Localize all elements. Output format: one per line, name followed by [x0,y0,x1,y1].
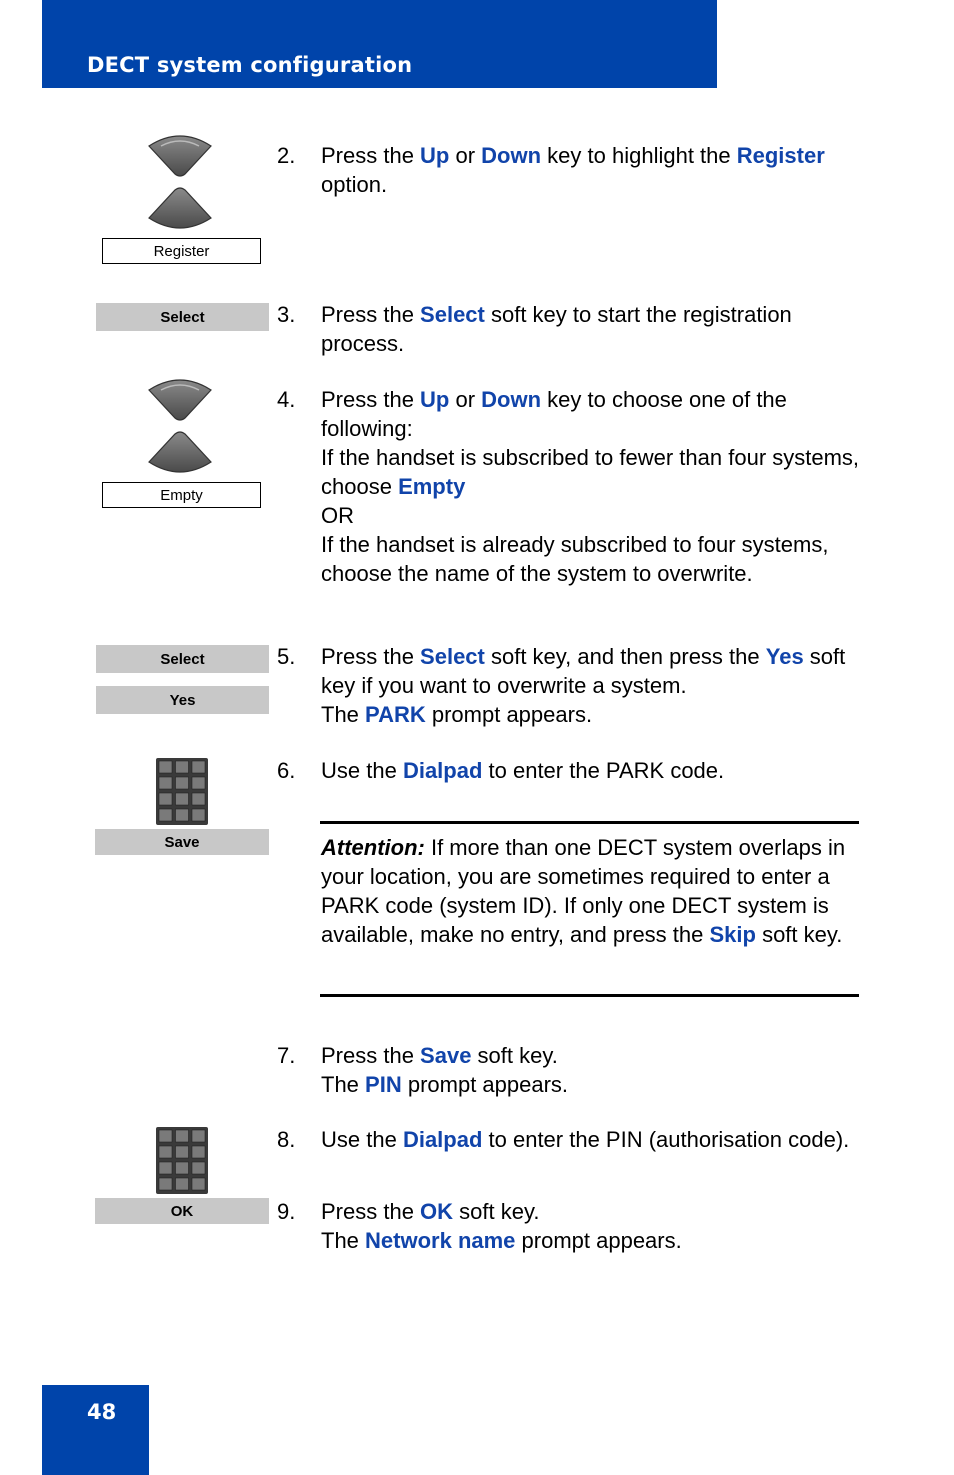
keyword-up: Up [420,387,450,412]
attention-bottom-rule [320,994,859,997]
step-number: 4. [277,387,296,412]
keyword-register: Register [736,143,825,168]
page-number-box [42,1385,149,1475]
keyword-select: Select [420,644,485,669]
screen-option-empty: Empty [102,482,261,508]
keyword-dialpad: Dialpad [402,1127,483,1152]
step-alt-text: If the handset is already subscribed to four systems, choose the name of the system to overwrite. [321,532,829,586]
attention-note: Attention: If more than one DECT system overlaps in your location, you are sometimes required to enter a PARK code (system ID). If only one DECT system is available, make no entry, and press the Skip soft key. [321,835,846,947]
softkey-select: Select [96,303,269,331]
keyword-skip: Skip [709,922,756,947]
step-number: 9. [277,1199,296,1224]
dialpad-icon [156,1127,208,1194]
keyword-select: Select [420,302,485,327]
step-number: 6. [277,758,296,783]
step-text: Press the Select soft key to start the registration process. [321,302,792,356]
page-number: 48 [87,1400,117,1424]
step-number: 3. [277,302,296,327]
step-number: 7. [277,1043,296,1068]
step-text: Use the Dialpad to enter the PARK code. [321,758,725,783]
step-number: 8. [277,1127,296,1152]
up-down-navigation-key-icon [145,132,215,232]
step-text: Press the Up or Down key to highlight the Register option. [321,143,825,197]
keyword-down: Down [481,143,542,168]
softkey-yes: Yes [96,686,269,714]
keyword-yes: Yes [765,644,804,669]
page-header-title: DECT system configuration [87,53,413,77]
up-down-navigation-key-icon [145,376,215,476]
attention-label: Attention: [321,835,425,860]
header-bar [42,0,717,88]
attention-top-rule [320,821,859,824]
keyword-save: Save [420,1043,472,1068]
step-text: Press the Select soft key, and then press the Yes soft key if you want to overwrite a system. The PARK prompt appears. [321,644,846,727]
keyword-ok: OK [420,1199,454,1224]
screen-option-register: Register [102,238,261,264]
keyword-empty: Empty [398,474,466,499]
keyword-park: PARK [365,702,426,727]
keyword-pin: PIN [365,1072,402,1097]
or-separator: OR [321,503,354,528]
step-text: Use the Dialpad to enter the PIN (authorisation code). [321,1127,850,1152]
step-text: Press the OK soft key. The Network name prompt appears. [321,1199,682,1253]
step-number: 5. [277,644,296,669]
softkey-select: Select [96,645,269,673]
dialpad-icon [156,758,208,825]
keyword-dialpad: Dialpad [402,758,483,783]
step-text: Press the Up or Down key to choose one of the following: If the handset is subscribed to fewer than four systems, choose Empty OR If the handset is already subscribed to four systems, choose the name of the system to overwrite. [321,385,866,588]
keyword-down: Down [481,387,542,412]
softkey-ok: OK [95,1198,269,1224]
softkey-save: Save [95,829,269,855]
keyword-network-name: Network name [365,1228,516,1253]
step-number: 2. [277,143,296,168]
step-text: Press the Save soft key. The PIN prompt appears. [321,1043,569,1097]
keyword-up: Up [420,143,450,168]
